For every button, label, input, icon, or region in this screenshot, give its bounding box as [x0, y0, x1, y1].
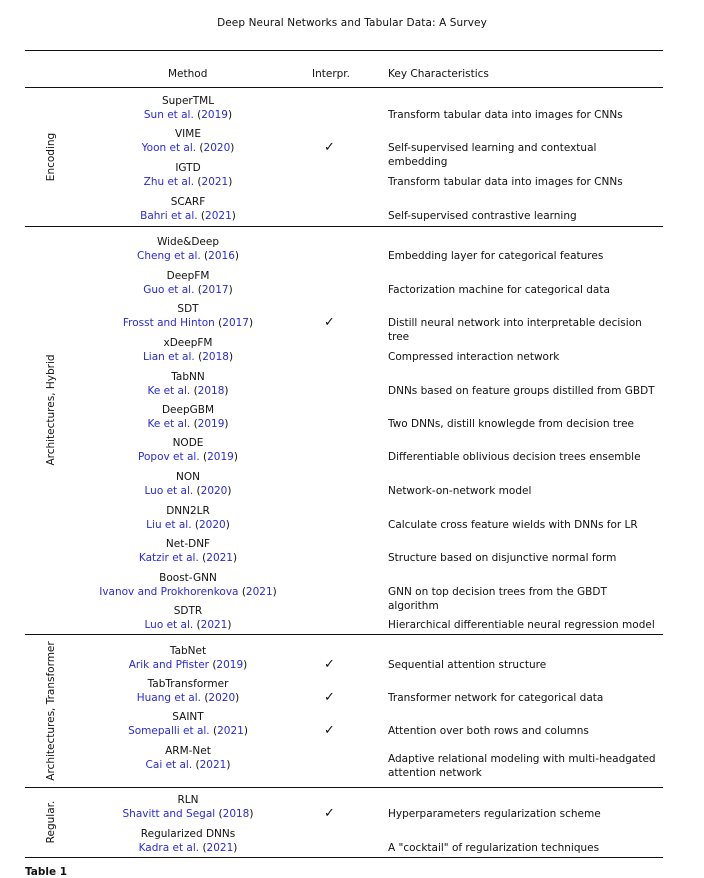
- method-cell: [88, 572, 288, 599]
- citation[interactable]: Kadra et al. (2021): [138, 841, 238, 854]
- citation[interactable]: Lian et al. (2018): [142, 350, 234, 363]
- citation[interactable]: Huang et al. (2020): [136, 691, 240, 704]
- citation-authors[interactable]: Cheng et al.: [137, 249, 201, 262]
- citation-year[interactable]: 2020: [208, 691, 236, 704]
- citation-authors[interactable]: Zhu et al.: [143, 175, 195, 188]
- method-cell: [88, 337, 288, 364]
- method-cell: [88, 828, 288, 855]
- header-rule: [25, 87, 663, 88]
- citation-authors[interactable]: Somepalli et al.: [128, 724, 210, 737]
- check-mark-icon: ✓: [324, 657, 335, 672]
- method-cell: [88, 745, 288, 772]
- method-name: DNN2LR: [166, 505, 210, 517]
- method-cell: [88, 128, 288, 155]
- citation-year[interactable]: 2021: [206, 551, 233, 564]
- citation-year[interactable]: 2018: [202, 350, 229, 363]
- method-cell: [88, 678, 288, 705]
- citation[interactable]: Bahri et al. (2021): [140, 209, 236, 222]
- method-cell: [88, 270, 288, 297]
- key-characteristic: Transform tabular data into images for CNNs: [388, 176, 623, 188]
- method-name: NODE: [172, 437, 204, 449]
- citation-authors[interactable]: Lian et al.: [142, 350, 195, 363]
- key-characteristic: Network-on-network model: [388, 485, 532, 497]
- method-name: IGTD: [175, 162, 201, 174]
- method-name: Wide&Deep: [156, 236, 220, 248]
- method-cell: [88, 371, 288, 398]
- method-name: TabNet: [169, 645, 207, 657]
- citation[interactable]: Shavitt and Segal (2018): [122, 807, 254, 820]
- citation[interactable]: Luo et al. (2020): [144, 484, 232, 497]
- citation-year[interactable]: 2021: [201, 175, 229, 188]
- key-characteristic: Self-supervised learning and contextual embedding: [388, 142, 597, 168]
- citation[interactable]: Cheng et al. (2016): [137, 249, 239, 262]
- group-rule-3: [25, 787, 663, 788]
- method-name: SAINT: [172, 711, 204, 723]
- method-cell: [88, 794, 288, 821]
- citation-authors[interactable]: Luo et al.: [144, 618, 194, 631]
- citation-year[interactable]: 2019: [197, 417, 225, 430]
- method-cell: [88, 711, 288, 738]
- citation-authors[interactable]: Popov et al.: [138, 450, 200, 463]
- citation-year[interactable]: 2017: [222, 316, 249, 329]
- key-characteristic: Structure based on disjunctive normal form: [388, 552, 617, 564]
- method-name: Boost-GNN: [159, 572, 217, 584]
- method-cell: [88, 95, 288, 122]
- group-rule-1: [25, 226, 663, 227]
- key-characteristic: Embedding layer for categorical features: [388, 250, 604, 262]
- citation-authors[interactable]: Arik and Pfister: [128, 658, 209, 671]
- method-cell: [88, 471, 288, 498]
- key-characteristic: Hierarchical differentiable neural regression model: [388, 619, 655, 631]
- citation-year[interactable]: 2021: [200, 618, 228, 631]
- method-name: VIME: [175, 128, 201, 140]
- method-cell: [88, 404, 288, 431]
- method-cell: [88, 162, 288, 189]
- header-interpr: Interpr.: [312, 68, 351, 80]
- key-characteristic: Factorization machine for categorical data: [388, 284, 610, 296]
- citation[interactable]: Katzir et al. (2021): [138, 551, 238, 564]
- key-characteristic: Two DNNs, distill knowlegde from decision tree: [388, 418, 634, 430]
- group-label-text: Regular.: [45, 800, 57, 844]
- method-cell: [88, 605, 288, 632]
- check-mark-icon: ✓: [324, 806, 335, 821]
- citation-authors[interactable]: Luo et al.: [144, 484, 194, 497]
- citation-authors[interactable]: Bahri et al.: [140, 209, 198, 222]
- header-method: Method: [168, 68, 208, 80]
- method-name: SDT: [177, 303, 199, 315]
- method-name: Regularized DNNs: [140, 828, 236, 840]
- key-characteristic: Calculate cross feature wields with DNNs for LR: [388, 519, 638, 531]
- citation-authors[interactable]: Ke et al.: [147, 417, 191, 430]
- citation-authors[interactable]: Frosst and Hinton: [122, 316, 215, 329]
- table-caption: Table 1: [25, 866, 68, 878]
- citation-year[interactable]: 2016: [208, 249, 235, 262]
- key-characteristic: A "cocktail" of regularization techniques: [388, 842, 600, 854]
- method-name: SuperTML: [161, 95, 215, 107]
- citation-authors[interactable]: Guo et al.: [143, 283, 195, 296]
- method-cell: [88, 196, 288, 223]
- key-characteristic: Attention over both rows and columns: [388, 725, 589, 737]
- key-characteristic: Hyperparameters regularization scheme: [388, 808, 601, 820]
- method-name: xDeepFM: [163, 337, 213, 349]
- citation-year[interactable]: 2019: [201, 108, 228, 121]
- page-header-title: Deep Neural Networks and Tabular Data: A Survey: [217, 17, 487, 29]
- citation[interactable]: Ke et al. (2019): [147, 417, 229, 430]
- citation-year[interactable]: 2021: [245, 585, 273, 598]
- citation-authors[interactable]: Katzir et al.: [138, 551, 199, 564]
- method-name: NON: [176, 471, 200, 483]
- check-mark-icon: ✓: [324, 315, 335, 330]
- citation-year[interactable]: 2018: [197, 384, 225, 397]
- citation-year[interactable]: 2020: [198, 518, 226, 531]
- method-name: RLN: [177, 794, 199, 806]
- citation-year[interactable]: 2019: [216, 658, 244, 671]
- citation[interactable]: Guo et al. (2017): [143, 283, 233, 296]
- key-characteristic: Transformer network for categorical data: [388, 692, 604, 704]
- key-characteristic: Compressed interaction network: [388, 351, 560, 363]
- method-cell: [88, 303, 288, 330]
- citation[interactable]: Somepalli et al. (2021): [128, 724, 248, 737]
- method-cell: [88, 236, 288, 263]
- citation[interactable]: Frosst and Hinton (2017): [122, 316, 254, 329]
- citation[interactable]: Liu et al. (2020): [146, 518, 230, 531]
- citation[interactable]: Luo et al. (2021): [144, 618, 232, 631]
- citation-authors[interactable]: Liu et al.: [146, 518, 192, 531]
- key-characteristic: Self-supervised contrastive learning: [388, 210, 577, 222]
- method-name: ARM-Net: [165, 745, 211, 757]
- method-cell: [88, 645, 288, 672]
- method-cell: [88, 505, 288, 532]
- citation[interactable]: Sun et al. (2019): [143, 108, 233, 121]
- citation[interactable]: Yoon et al. (2020): [141, 141, 235, 154]
- citation-authors[interactable]: Shavitt and Segal: [122, 807, 216, 820]
- citation-year[interactable]: 2017: [201, 283, 229, 296]
- citation-year[interactable]: 2019: [207, 450, 234, 463]
- key-characteristic: GNN on top decision trees from the GBDT algorithm: [388, 586, 607, 612]
- method-cell: [88, 437, 288, 464]
- citation-authors[interactable]: Ke et al.: [147, 384, 191, 397]
- group-label-text: Architectures, Hybrid: [45, 354, 57, 466]
- bottom-rule: [25, 857, 663, 858]
- citation-year[interactable]: 2021: [205, 209, 232, 222]
- group-label-text: Encoding: [45, 132, 57, 182]
- top-rule: [25, 50, 663, 51]
- citation-authors[interactable]: Sun et al.: [143, 108, 194, 121]
- check-mark-icon: ✓: [324, 723, 335, 738]
- method-name: TabNN: [171, 371, 205, 383]
- method-name: Net-DNF: [165, 538, 211, 550]
- key-characteristic: Transform tabular data into images for CNNs: [388, 109, 623, 121]
- method-cell: [88, 538, 288, 565]
- method-name: TabTransformer: [147, 678, 229, 690]
- key-characteristic: Distill neural network into interpretable decision tree: [388, 317, 642, 343]
- citation-year[interactable]: 2021: [206, 841, 234, 854]
- citation[interactable]: Popov et al. (2019): [138, 450, 238, 463]
- citation[interactable]: Ke et al. (2018): [147, 384, 229, 397]
- citation[interactable]: Arik and Pfister (2019): [128, 658, 248, 671]
- citation-year[interactable]: 2021: [217, 724, 244, 737]
- citation-year[interactable]: 2020: [200, 484, 228, 497]
- key-characteristic: Adaptive relational modeling with multi-headgated attention network: [388, 753, 656, 779]
- citation-year[interactable]: 2018: [222, 807, 250, 820]
- key-characteristic: DNNs based on feature groups distilled from GBDT: [388, 385, 655, 397]
- citation-year[interactable]: 2021: [199, 758, 227, 771]
- key-characteristic: Sequential attention structure: [388, 659, 547, 671]
- check-mark-icon: ✓: [324, 690, 335, 705]
- citation-authors[interactable]: Huang et al.: [136, 691, 201, 704]
- citation[interactable]: Zhu et al. (2021): [143, 175, 233, 188]
- method-name: DeepFM: [166, 270, 210, 282]
- citation-authors[interactable]: Kadra et al.: [138, 841, 200, 854]
- group-rule-2: [25, 634, 663, 635]
- method-name: SCARF: [170, 196, 206, 208]
- method-name: SDTR: [173, 605, 203, 617]
- citation-year[interactable]: 2020: [203, 141, 231, 154]
- key-characteristic: Differentiable oblivious decision trees ensemble: [388, 451, 641, 463]
- citation-authors[interactable]: Ivanov and Prokhorenkova: [99, 585, 239, 598]
- citation[interactable]: Cai et al. (2021): [145, 758, 231, 771]
- method-name: DeepGBM: [161, 404, 215, 416]
- group-label-text: Architectures, Transformer: [45, 641, 57, 781]
- citation-authors[interactable]: Cai et al.: [145, 758, 193, 771]
- citation[interactable]: Ivanov and Prokhorenkova (2021): [99, 585, 277, 598]
- check-mark-icon: ✓: [324, 140, 335, 155]
- citation-authors[interactable]: Yoon et al.: [141, 141, 197, 154]
- header-key-characteristics: Key Characteristics: [388, 68, 489, 80]
